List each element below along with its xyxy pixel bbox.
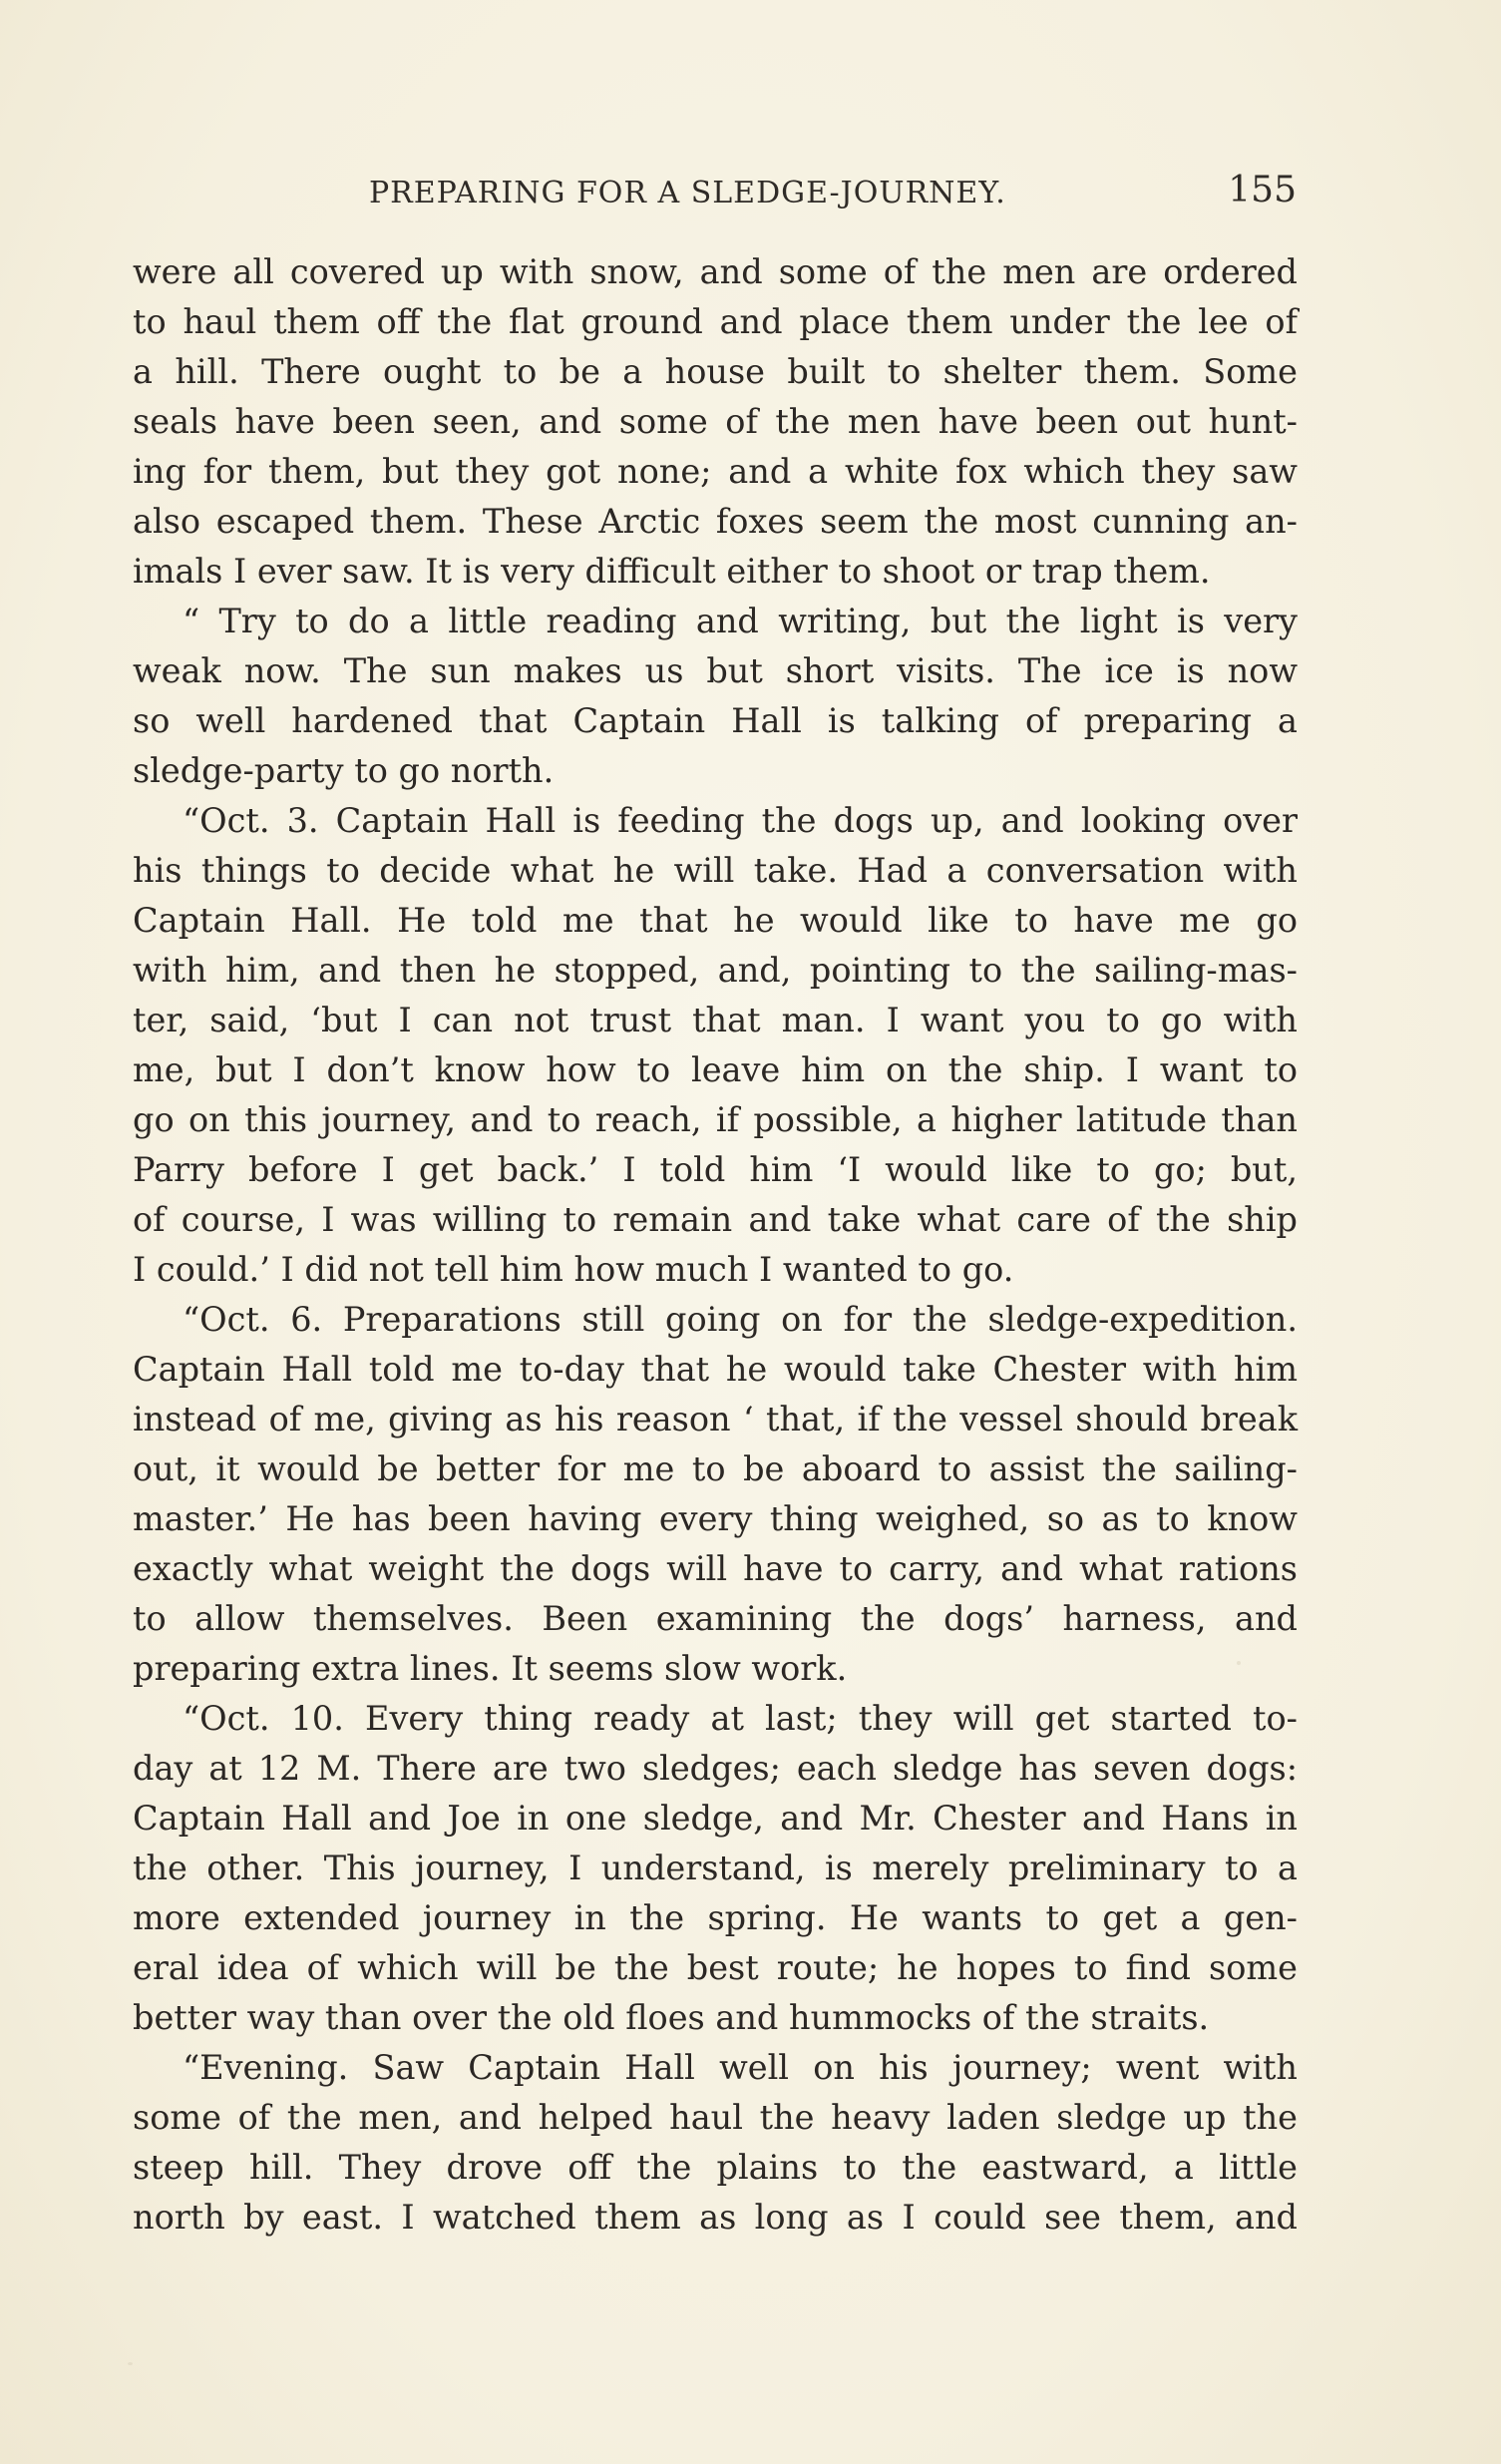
text-line: better way than over the old floes and hummocks of the straits.: [133, 1998, 1210, 2037]
text-line: eral idea of which will be the best route; he hopes to find some: [133, 1948, 1298, 1987]
text-line: his things to decide what he will take. Had a conversation with: [133, 851, 1298, 890]
page-number: 155: [1228, 170, 1297, 210]
text-line: master.’ He has been having every thing weighed, so as to know: [133, 1499, 1298, 1538]
text-line: out, it would be better for me to be aboard to assist the sailing-: [133, 1449, 1298, 1488]
text-line: Captain Hall. He told me that he would like to have me go: [133, 901, 1298, 940]
text-line: me, but I don’t know how to leave him on the ship. I want to: [133, 1050, 1298, 1089]
paper-speck: [1237, 1661, 1241, 1665]
running-header: [130, 170, 1297, 219]
text-line: so well hardened that Captain Hall is talking of preparing a: [133, 701, 1298, 740]
text-line: go on this journey, and to reach, if possible, a higher latitude than: [133, 1100, 1298, 1139]
text-line: the other. This journey, I understand, is merely preliminary to a: [133, 1848, 1298, 1887]
text-line: to allow themselves. Been examining the dogs’ harness, and: [133, 1599, 1298, 1638]
body-text: [133, 247, 1298, 2243]
text-line: preparing extra lines. It seems slow work.: [133, 1649, 848, 1688]
text-line: Captain Hall told me to-day that he would take Chester with him: [133, 1350, 1298, 1389]
text-line: instead of me, giving as his reason ‘ that, if the vessel should break: [133, 1400, 1298, 1438]
text-line: more extended journey in the spring. He wants to get a gen-: [133, 1898, 1298, 1937]
text-line: Parry before I get back.’ I told him ‘I would like to go; but,: [133, 1150, 1298, 1189]
paragraph-start-line: “Oct. 10. Every thing ready at last; they will get started to-: [183, 1699, 1298, 1738]
paper-speck: [128, 2362, 133, 2365]
text-line: imals I ever saw. It is very difficult either to shoot or trap them.: [133, 552, 1211, 591]
paragraph-start-line: “Evening. Saw Captain Hall well on his journey; went with: [183, 2048, 1298, 2087]
text-line: with him, and then he stopped, and, pointing to the sailing-mas-: [133, 951, 1298, 990]
running-title: PREPARING FOR A SLEDGE-JOURNEY.: [369, 176, 1006, 210]
text-line: ing for them, but they got none; and a white fox which they saw: [133, 452, 1298, 491]
text-line: were all covered up with snow, and some of the men are ordered: [133, 252, 1298, 291]
text-line: I could.’ I did not tell him how much I wanted to go.: [133, 1250, 1014, 1289]
text-line: also escaped them. These Arctic foxes seem the most cunning an-: [133, 502, 1298, 541]
text-line: some of the men, and helped haul the heavy laden sledge up the: [133, 2098, 1298, 2137]
text-line: seals have been seen, and some of the men have been out hunt-: [133, 402, 1298, 441]
text-line: a hill. There ought to be a house built to shelter them. Some: [133, 352, 1298, 391]
text-line: of course, I was willing to remain and take what care of the ship: [133, 1200, 1298, 1239]
paragraph-start-line: “ Try to do a little reading and writing, but the light is very: [183, 602, 1298, 640]
text-line: ter, said, ‘but I can not trust that man. I want you to go with: [133, 1001, 1298, 1039]
text-line: to haul them off the flat ground and place them under the lee of: [133, 302, 1298, 341]
paragraph-start-line: “Oct. 6. Preparations still going on for the sledge-expedition.: [183, 1300, 1298, 1339]
text-line: steep hill. They drove off the plains to the eastward, a little: [133, 2148, 1298, 2187]
text-line: Captain Hall and Joe in one sledge, and Mr. Chester and Hans in: [133, 1799, 1298, 1838]
text-line: north by east. I watched them as long as I could see them, and: [133, 2198, 1298, 2237]
text-line: day at 12 M. There are two sledges; each sledge has seven dogs:: [133, 1749, 1298, 1788]
paragraph-start-line: “Oct. 3. Captain Hall is feeding the dogs up, and looking over: [183, 801, 1298, 840]
text-line: exactly what weight the dogs will have to carry, and what rations: [133, 1549, 1298, 1588]
text-line: weak now. The sun makes us but short visits. The ice is now: [133, 651, 1298, 690]
text-line: sledge-party to go north.: [133, 751, 555, 790]
